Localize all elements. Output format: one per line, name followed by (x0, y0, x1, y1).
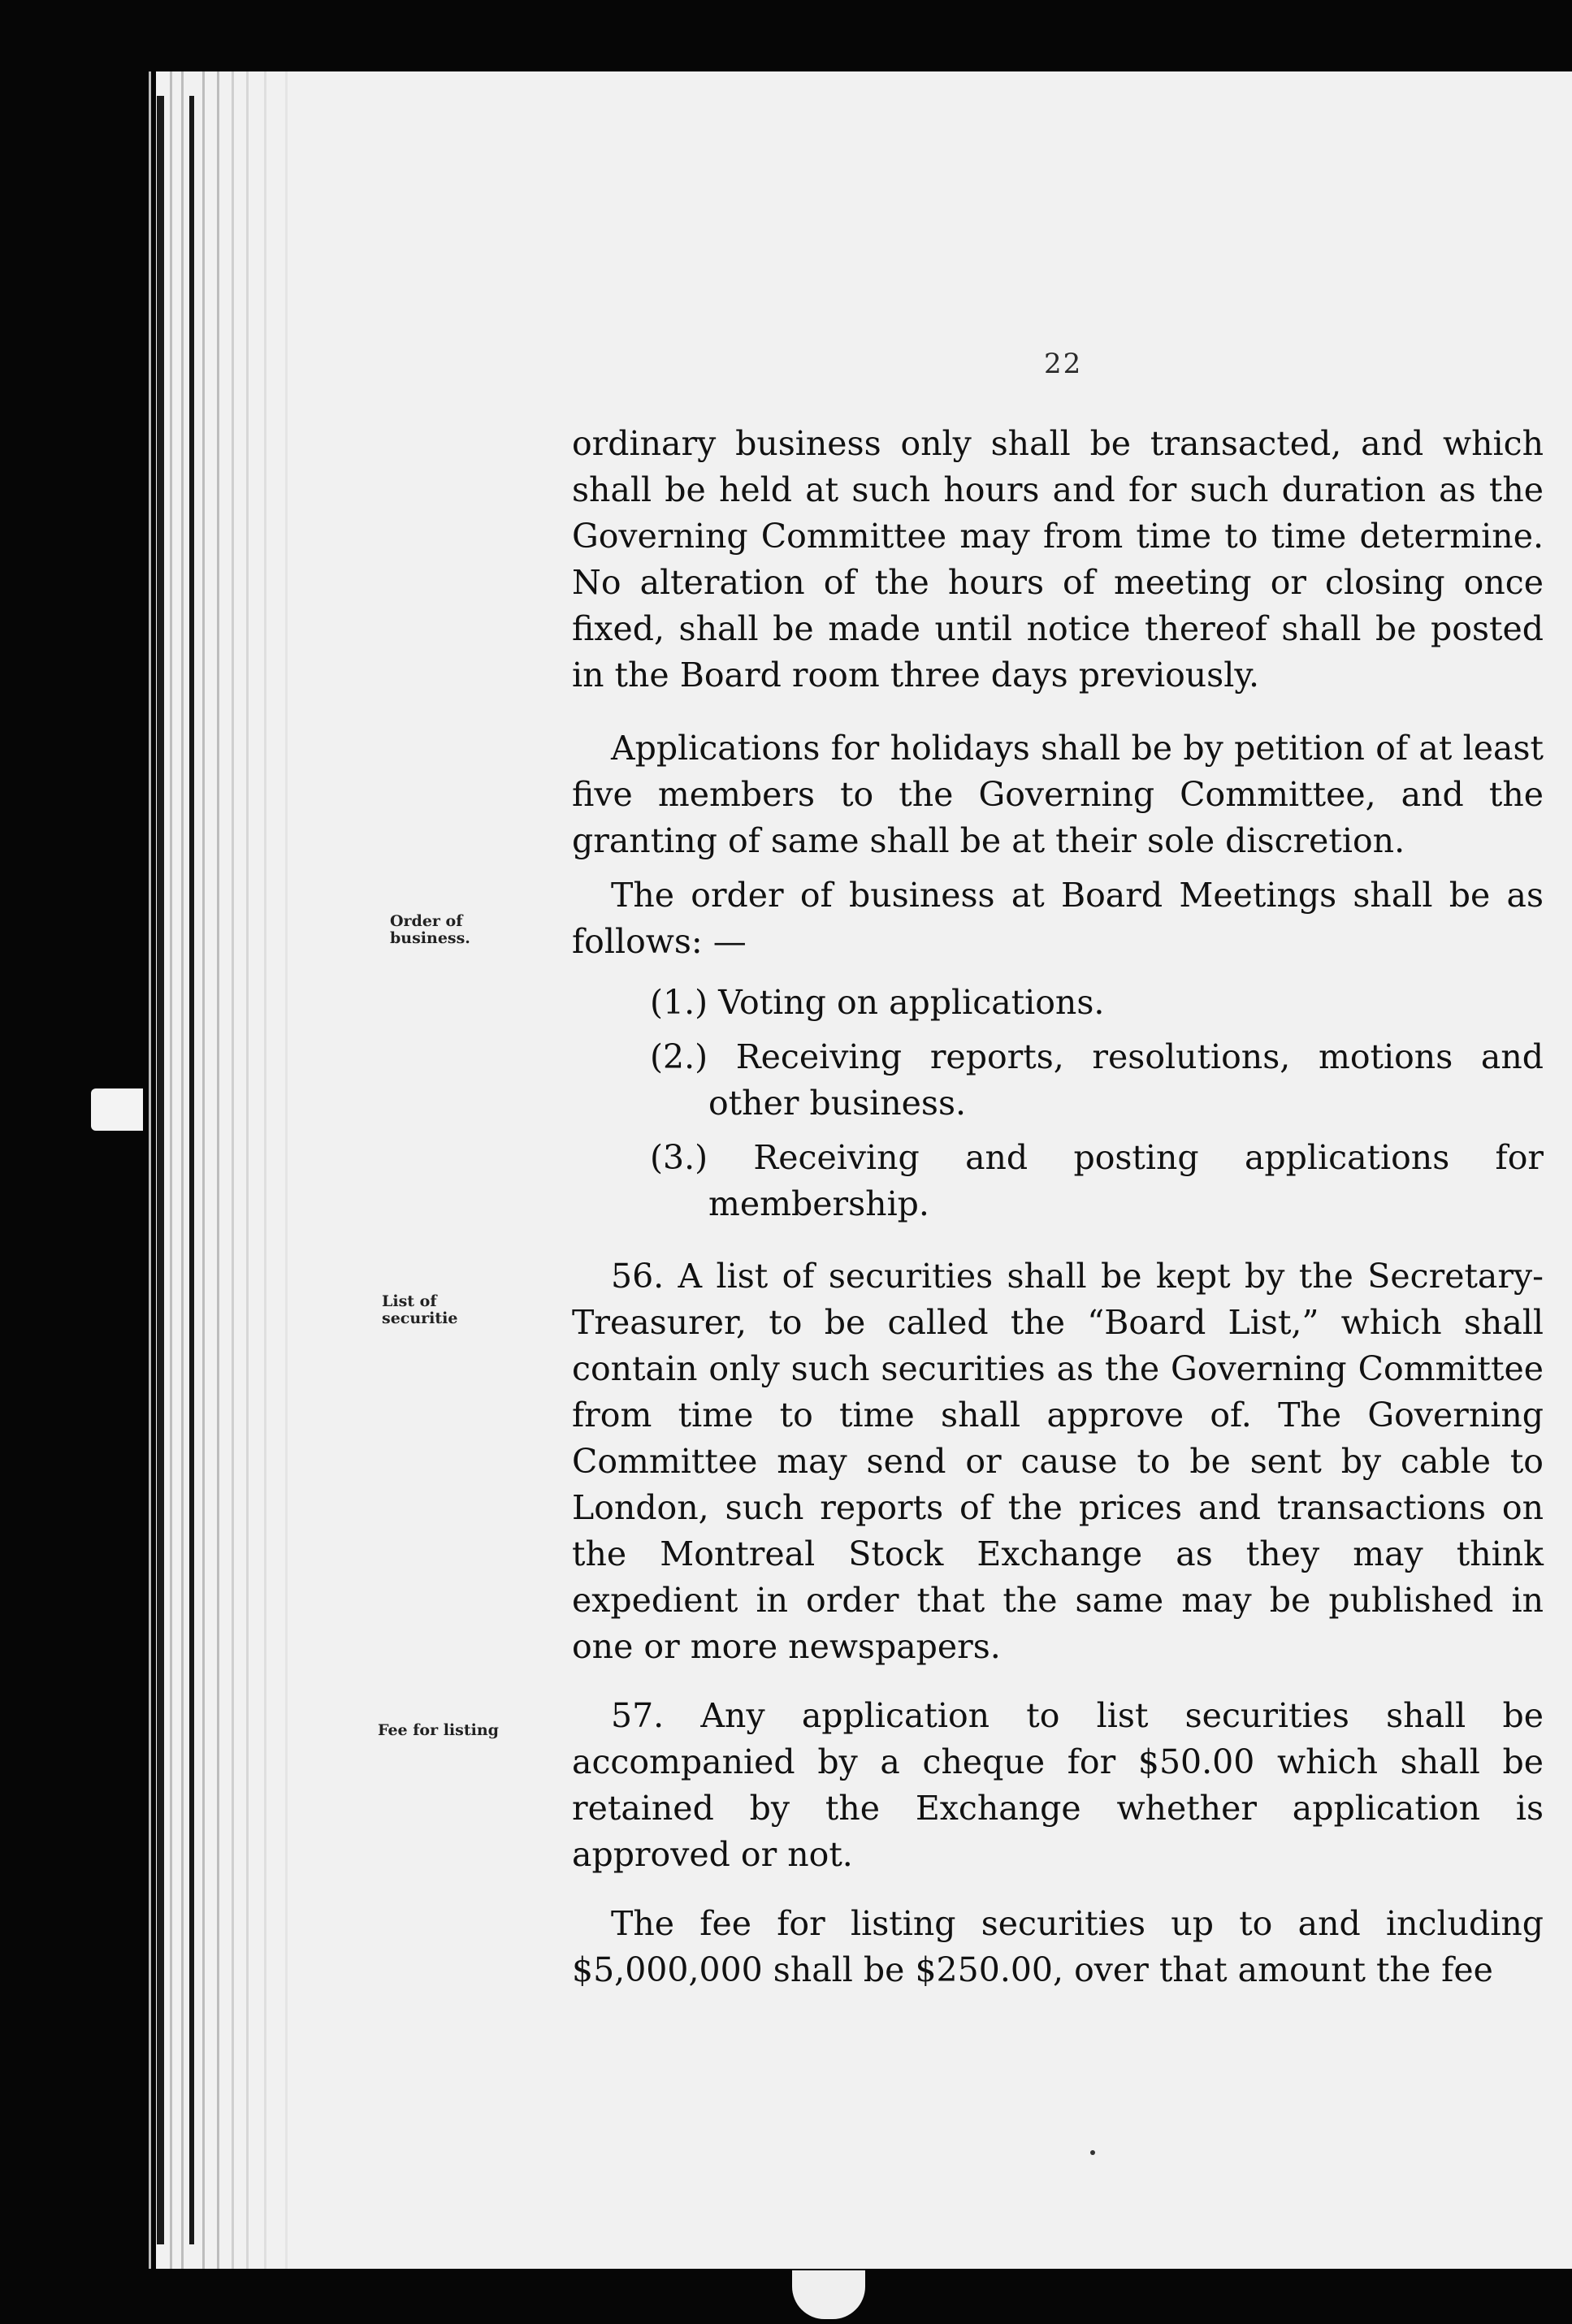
paragraph-holidays: Applications for holidays shall be by petition of at least five members to the Governing Committee, and the granting of same shall be at their sole discretion. (572, 729, 1544, 860)
margin-note-order-of-business: Order of business. (390, 912, 470, 947)
margin-note-fee-for-listing: Fee for listing (378, 1721, 499, 1739)
margin-note-list-of-securities: List of securitie (382, 1292, 458, 1327)
order-of-business-list (572, 980, 1544, 1227)
bottom-clip-mark (792, 2270, 865, 2319)
page-number: 22 (1044, 348, 1083, 380)
body-text (572, 421, 1544, 1993)
list-item: (2.) Receiving reports, resolutions, motions and other business. (650, 1037, 1544, 1123)
section-57: 57. Any application to list securities shall be accompanied by a cheque for $50.00 which shall be retained by the Exchange whether application is approved or not. (572, 1696, 1544, 1874)
ink-speck (1090, 2150, 1095, 2155)
page-tab-mark (91, 1088, 143, 1131)
list-item: (3.) Receiving and posting applications for membership. (650, 1138, 1544, 1223)
list-item: (1.) Voting on applications. (650, 983, 1105, 1022)
page-edges (142, 71, 337, 2269)
section-56: 56. A list of securities shall be kept by the Secretary-Treasurer, to be called the “Board List,” which shall contain only such securities as the Governing Committee from time to time shall approve of. The Governing Committee may send or cause to be sent by cable to London, such reports of the prices and transactions on the Montreal Stock Exchange as they may think expedient in order that the same may be published in one or more newspapers. (572, 1257, 1544, 1666)
paragraph-continuation: ordinary business only shall be transacted, and which shall be held at such hours and for such duration as the Governing Committee may from time to time determine. No alteration of the hours of meeting or closing once fixed, shall be made until notice thereof shall be posted in the Board room three days previously. (572, 424, 1544, 695)
paragraph-listing-fee: The fee for listing securities up to and including $5,000,000 shall be $250.00, over that amount the fee (572, 1904, 1544, 1989)
paragraph-order-of-business: The order of business at Board Meetings shall be as follows: — (572, 876, 1544, 961)
